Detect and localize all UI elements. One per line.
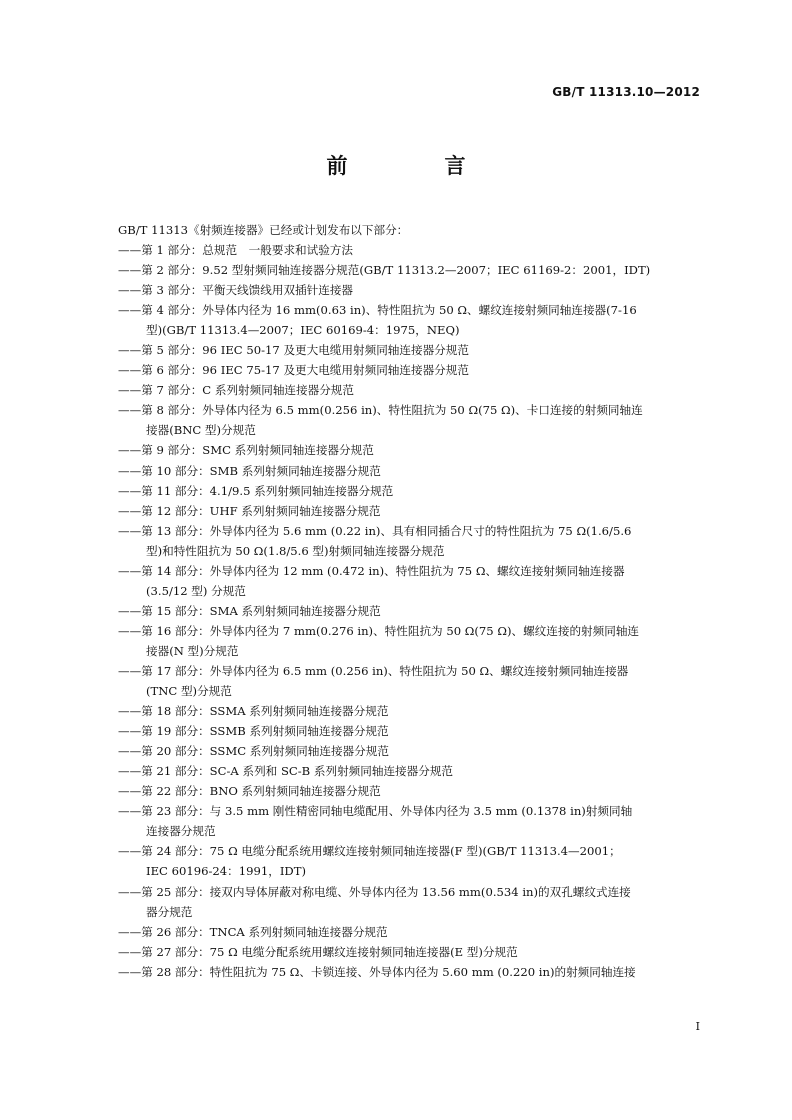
intro-paragraph: GB/T 11313《射频连接器》已经或计划发布以下部分： [118, 223, 409, 237]
list-item-text: ——第 6 部分：96 IEC 75-17 及更大电缆用射频同轴连接器分规范 [118, 363, 469, 378]
list-item-continuation: (TNC 型)分规范 [146, 684, 232, 699]
list-item [118, 721, 704, 741]
page-title: 前 言 [326, 153, 504, 178]
list-item-text: ——第 7 部分：C 系列射频同轴连接器分规范 [118, 383, 354, 398]
list-item [118, 942, 704, 962]
list-item [118, 841, 704, 881]
list-item [118, 521, 704, 561]
list-item-text: ——第 19 部分：SSMB 系列射频同轴连接器分规范 [118, 724, 389, 739]
list-item [118, 380, 704, 400]
list-item [118, 601, 704, 621]
list-item [118, 300, 704, 340]
parts-list [118, 240, 704, 982]
list-item [118, 701, 704, 721]
list-item-text: ——第 11 部分：4.1/9.5 系列射频同轴连接器分规范 [118, 483, 394, 498]
list-item-text: ——第 28 部分：特性阻抗为 75 Ω、卡锁连接、外导体内径为 5.60 mm (0.220 in)的射频同轴连接 [118, 964, 636, 979]
list-item-text: ——第 14 部分：外导体内径为 12 mm (0.472 in)、特性阻抗为 75 Ω、螺纹连接射频同轴连接器 [118, 563, 625, 578]
list-item-text: ——第 25 部分：接双内导体屏蔽对称电缆、外导体内径为 13.56 mm(0.534 in)的双孔螺纹式连接 [118, 884, 631, 899]
list-item [118, 340, 704, 360]
list-item-text: ——第 8 部分：外导体内径为 6.5 mm(0.256 in)、特性阻抗为 50 Ω(75 Ω)、卡口连接的射频同轴连 [118, 403, 643, 418]
list-item-continuation: (3.5/12 型) 分规范 [146, 583, 246, 598]
list-item [118, 561, 704, 601]
list-item-text: ——第 9 部分：SMC 系列射频同轴连接器分规范 [118, 443, 374, 458]
list-item-continuation: 型)(GB/T 11313.4—2007；IEC 60169-4：1975，NEQ) [146, 323, 460, 338]
list-item [118, 781, 704, 801]
list-item-text: ——第 17 部分：外导体内径为 6.5 mm (0.256 in)、特性阻抗为 50 Ω、螺纹连接射频同轴连接器 [118, 663, 629, 678]
list-item-text: ——第 27 部分：75 Ω 电缆分配系统用螺纹连接射频同轴连接器(E 型)分规范 [118, 944, 518, 959]
list-item-text: ——第 4 部分：外导体内径为 16 mm(0.63 in)、特性阻抗为 50 Ω、螺纹连接射频同轴连接器(7-16 [118, 303, 637, 318]
list-item-text: ——第 22 部分：BNO 系列射频同轴连接器分规范 [118, 784, 381, 799]
list-item-continuation: 接器(BNC 型)分规范 [146, 423, 256, 438]
list-item [118, 501, 704, 521]
list-item-text: ——第 10 部分：SMB 系列射频同轴连接器分规范 [118, 463, 381, 478]
list-item-text: ——第 2 部分：9.52 型射频同轴连接器分规范(GB/T 11313.2—2007；IEC 61169-2：2001，IDT) [118, 263, 651, 278]
list-item [118, 360, 704, 380]
list-item-continuation: 器分规范 [146, 904, 193, 919]
list-item-text: ——第 1 部分：总规范 一般要求和试验方法 [118, 243, 354, 257]
list-item [118, 761, 704, 781]
list-item [118, 621, 704, 661]
list-item-text: ——第 13 部分：外导体内径为 5.6 mm (0.22 in)、具有相同插合尺寸的特性阻抗为 75 Ω(1.6/5.6 [118, 523, 632, 538]
list-item-text: ——第 5 部分：96 IEC 50-17 及更大电缆用射频同轴连接器分规范 [118, 343, 469, 358]
list-item-text: ——第 21 部分：SC-A 系列和 SC-B 系列射频同轴连接器分规范 [118, 764, 454, 779]
list-item-text: ——第 20 部分：SSMC 系列射频同轴连接器分规范 [118, 744, 389, 759]
list-item [118, 481, 704, 501]
list-item-continuation: 型)和特性阻抗为 50 Ω(1.8/5.6 型)射频同轴连接器分规范 [146, 543, 445, 558]
list-item [118, 922, 704, 942]
list-item [118, 440, 704, 460]
list-item [118, 882, 704, 922]
list-item [118, 240, 704, 260]
list-item-continuation: IEC 60196-24：1991，IDT) [146, 864, 306, 879]
list-item-continuation: 连接器分规范 [146, 824, 216, 839]
page-number: I [695, 1020, 700, 1033]
list-item-text: ——第 23 部分：与 3.5 mm 刚性精密同轴电缆配用、外导体内径为 3.5 mm (0.1378 in)射频同轴 [118, 804, 633, 819]
list-item [118, 801, 704, 841]
list-item-text: ——第 15 部分：SMA 系列射频同轴连接器分规范 [118, 603, 381, 618]
list-item-text: ——第 12 部分：UHF 系列射频同轴连接器分规范 [118, 503, 381, 518]
list-item-text: ——第 24 部分：75 Ω 电缆分配系统用螺纹连接射频同轴连接器(F 型)(GB/T 11313.4—2001； [118, 844, 621, 859]
list-item [118, 400, 704, 440]
list-item [118, 280, 704, 300]
list-item-text: ——第 18 部分：SSMA 系列射频同轴连接器分规范 [118, 704, 389, 719]
list-item [118, 461, 704, 481]
list-item-text: ——第 26 部分：TNCA 系列射频同轴连接器分规范 [118, 924, 388, 939]
list-item-text: ——第 3 部分：平衡天线馈线用双插针连接器 [118, 283, 354, 298]
list-item [118, 260, 704, 280]
list-item-continuation: 接器(N 型)分规范 [146, 643, 239, 658]
standard-number: GB/T 11313.10—2012 [552, 85, 700, 99]
list-item [118, 962, 704, 982]
list-item [118, 741, 704, 761]
list-item-text: ——第 16 部分：外导体内径为 7 mm(0.276 in)、特性阻抗为 50 Ω(75 Ω)、螺纹连接的射频同轴连 [118, 623, 640, 638]
list-item [118, 661, 704, 701]
